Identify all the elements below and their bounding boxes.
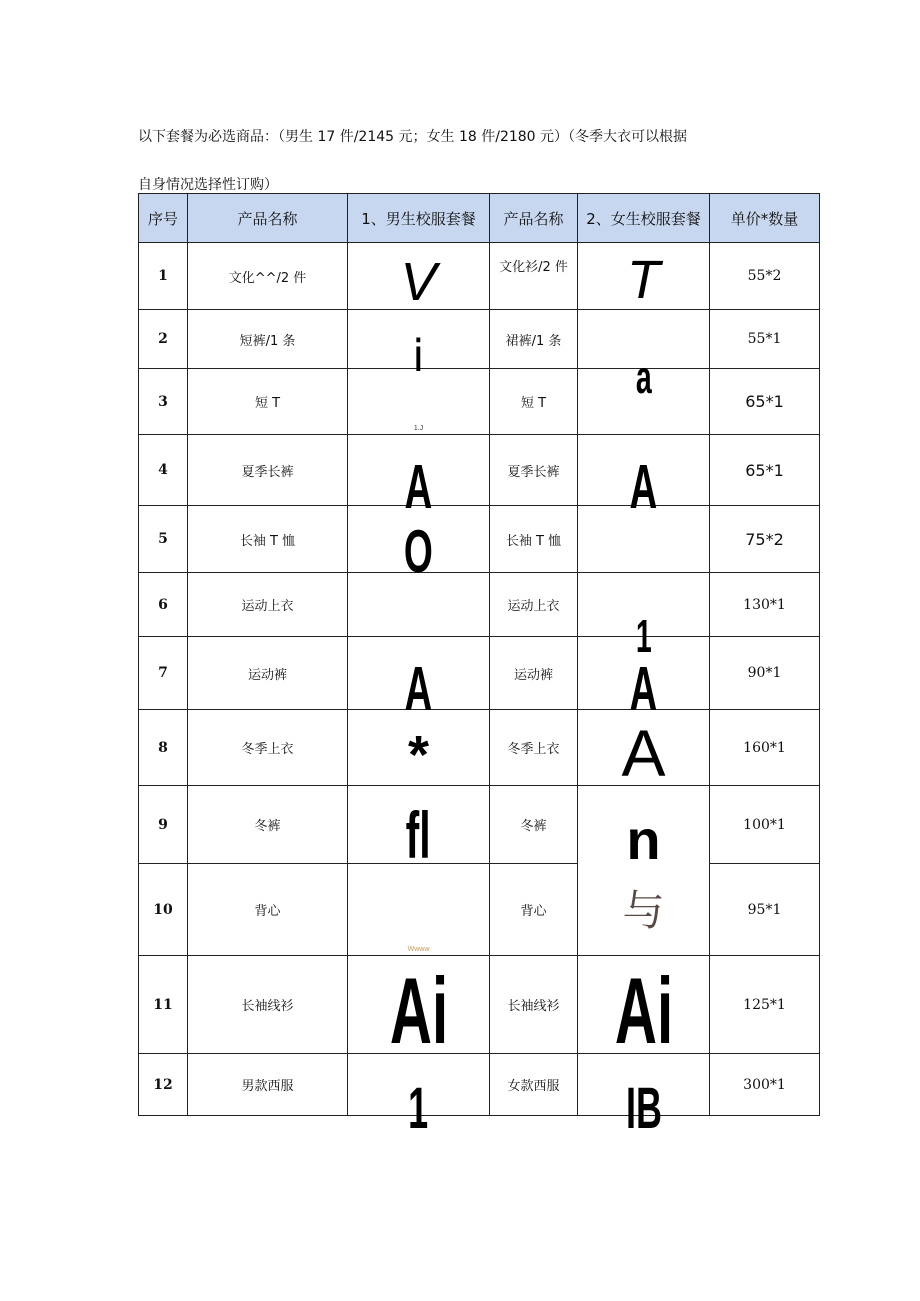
row-number: 4 xyxy=(139,435,188,506)
table-row xyxy=(139,864,820,956)
header-boy-package: 1、男生校服套餐 xyxy=(348,194,490,243)
price-qty: 130*1 xyxy=(710,573,820,637)
boy-package-cell xyxy=(348,369,490,435)
table-row xyxy=(139,435,820,506)
girl-package-mark: Ai xyxy=(614,958,673,1063)
girl-item: 长袖 T 恤 xyxy=(490,506,578,573)
girl-package-cell xyxy=(578,786,710,956)
table-row xyxy=(139,573,820,637)
row-number: 8 xyxy=(139,710,188,786)
girl-package-mark: A xyxy=(621,716,666,790)
price-qty: 65*1 xyxy=(710,435,820,506)
girl-item: 运动上衣 xyxy=(490,573,578,637)
table-row xyxy=(139,637,820,710)
header-no: 序号 xyxy=(139,194,188,243)
table-row xyxy=(139,786,820,864)
boy-package-mark: Wwww xyxy=(407,946,430,953)
girl-package-cell xyxy=(578,956,710,1063)
table-row xyxy=(139,710,820,786)
header-boy-product: 产品名称 xyxy=(188,194,348,243)
header-price-qty: 单价*数量 xyxy=(710,194,820,243)
boy-package-cell xyxy=(348,573,490,637)
boy-package-mark: O xyxy=(404,518,433,585)
girl-package-cell xyxy=(578,310,710,403)
girl-package-cell xyxy=(578,369,710,435)
boy-package-mark: Ai xyxy=(389,958,448,1063)
intro-line-2: 自身情况选择性订购） xyxy=(138,177,278,193)
table-row xyxy=(139,310,820,369)
girl-package-cell xyxy=(578,710,710,790)
uniform-package-table xyxy=(138,193,820,1141)
price-qty: 90*1 xyxy=(710,637,820,710)
girl-item: 女款西服 xyxy=(490,1054,578,1116)
girl-package-cell xyxy=(578,435,710,522)
price-qty: 300*1 xyxy=(710,1054,820,1116)
boy-package-cell xyxy=(348,864,490,956)
girl-package-mark: T xyxy=(627,250,660,310)
intro-line-1: 以下套餐为必选商品：（男生 17 件/2145 元；女生 18 件/2180 元）（冬季大衣可以根据 xyxy=(138,129,688,145)
girl-package-mark: A xyxy=(629,453,658,522)
boy-package-cell xyxy=(348,243,490,310)
row-number: 9 xyxy=(139,786,188,864)
boy-package-mark: V xyxy=(400,252,437,312)
girl-item: 运动裤 xyxy=(490,637,578,710)
boy-package-cell xyxy=(348,1054,490,1141)
row-number: 7 xyxy=(139,637,188,710)
boy-package-cell xyxy=(348,956,490,1063)
table-row xyxy=(139,243,820,310)
girl-package-cell xyxy=(578,506,710,573)
boy-package-mark: * xyxy=(407,725,429,785)
boy-item: 短 T xyxy=(188,369,348,435)
girl-package-mark: 与 xyxy=(622,886,665,935)
price-qty: 95*1 xyxy=(710,864,820,956)
table-row xyxy=(139,956,820,1054)
girl-item: 冬季上衣 xyxy=(490,710,578,786)
table-row xyxy=(139,506,820,573)
girl-package-mark: 1 xyxy=(635,610,652,662)
price-qty: 75*2 xyxy=(710,506,820,573)
boy-item: 短裤/1 条 xyxy=(188,310,348,369)
girl-package-cell xyxy=(578,637,710,724)
girl-package-mark: n xyxy=(626,808,661,871)
boy-package-mark: 1.J xyxy=(413,425,424,432)
boy-item: 冬裤 xyxy=(188,786,348,864)
girl-item: 夏季长裤 xyxy=(490,435,578,506)
boy-item: 长袖线衫 xyxy=(188,956,348,1054)
boy-package-cell xyxy=(348,310,490,381)
boy-package-mark: i xyxy=(414,329,423,381)
price-qty: 55*1 xyxy=(710,310,820,369)
row-number: 1 xyxy=(139,243,188,310)
boy-item: 冬季上衣 xyxy=(188,710,348,786)
girl-item: 长袖线衫 xyxy=(490,956,578,1054)
boy-package-mark: fl xyxy=(405,798,431,872)
price-qty: 160*1 xyxy=(710,710,820,786)
table-row xyxy=(139,369,820,435)
price-qty: 55*2 xyxy=(710,243,820,310)
table-row xyxy=(139,1054,820,1116)
boy-package-mark: A xyxy=(404,453,433,522)
boy-item: 背心 xyxy=(188,864,348,956)
row-number: 10 xyxy=(139,864,188,956)
boy-item: 运动上衣 xyxy=(188,573,348,637)
row-number: 11 xyxy=(139,956,188,1054)
girl-item: 裙裤/1 条 xyxy=(490,310,578,369)
boy-package-cell xyxy=(348,435,490,522)
row-number: 6 xyxy=(139,573,188,637)
row-number: 2 xyxy=(139,310,188,369)
boy-package-cell xyxy=(348,786,490,872)
row-number: 5 xyxy=(139,506,188,573)
row-number: 3 xyxy=(139,369,188,435)
boy-item: 男款西服 xyxy=(188,1054,348,1116)
girl-package-mark: a xyxy=(635,351,652,403)
price-qty: 65*1 xyxy=(710,369,820,435)
header-girl-package: 2、女生校服套餐 xyxy=(578,194,710,243)
boy-item: 长袖 T 恤 xyxy=(188,506,348,573)
girl-item: 短 T xyxy=(490,369,578,435)
boy-package-mark: 1 xyxy=(408,1076,429,1141)
girl-package-mark: A xyxy=(629,655,658,724)
boy-item: 夏季长裤 xyxy=(188,435,348,506)
boy-package-cell xyxy=(348,637,490,724)
price-qty: 125*1 xyxy=(710,956,820,1054)
row-number: 12 xyxy=(139,1054,188,1116)
girl-package-cell xyxy=(578,1054,710,1141)
table-header-row xyxy=(139,194,820,243)
boy-item: 文化^^/2 件 xyxy=(188,243,348,310)
girl-package-cell xyxy=(578,573,710,662)
girl-item: 冬裤 xyxy=(490,786,578,864)
girl-package-cell xyxy=(578,243,710,310)
boy-item: 运动裤 xyxy=(188,637,348,710)
price-qty: 100*1 xyxy=(710,786,820,864)
girl-package-mark: IB xyxy=(625,1076,662,1141)
boy-package-mark: A xyxy=(404,655,433,724)
boy-package-cell xyxy=(348,710,490,786)
boy-package-cell xyxy=(348,506,490,585)
girl-item: 背心 xyxy=(490,864,578,956)
header-girl-product: 产品名称 xyxy=(490,194,578,243)
girl-item: 文化衫/2 件 xyxy=(490,243,578,310)
